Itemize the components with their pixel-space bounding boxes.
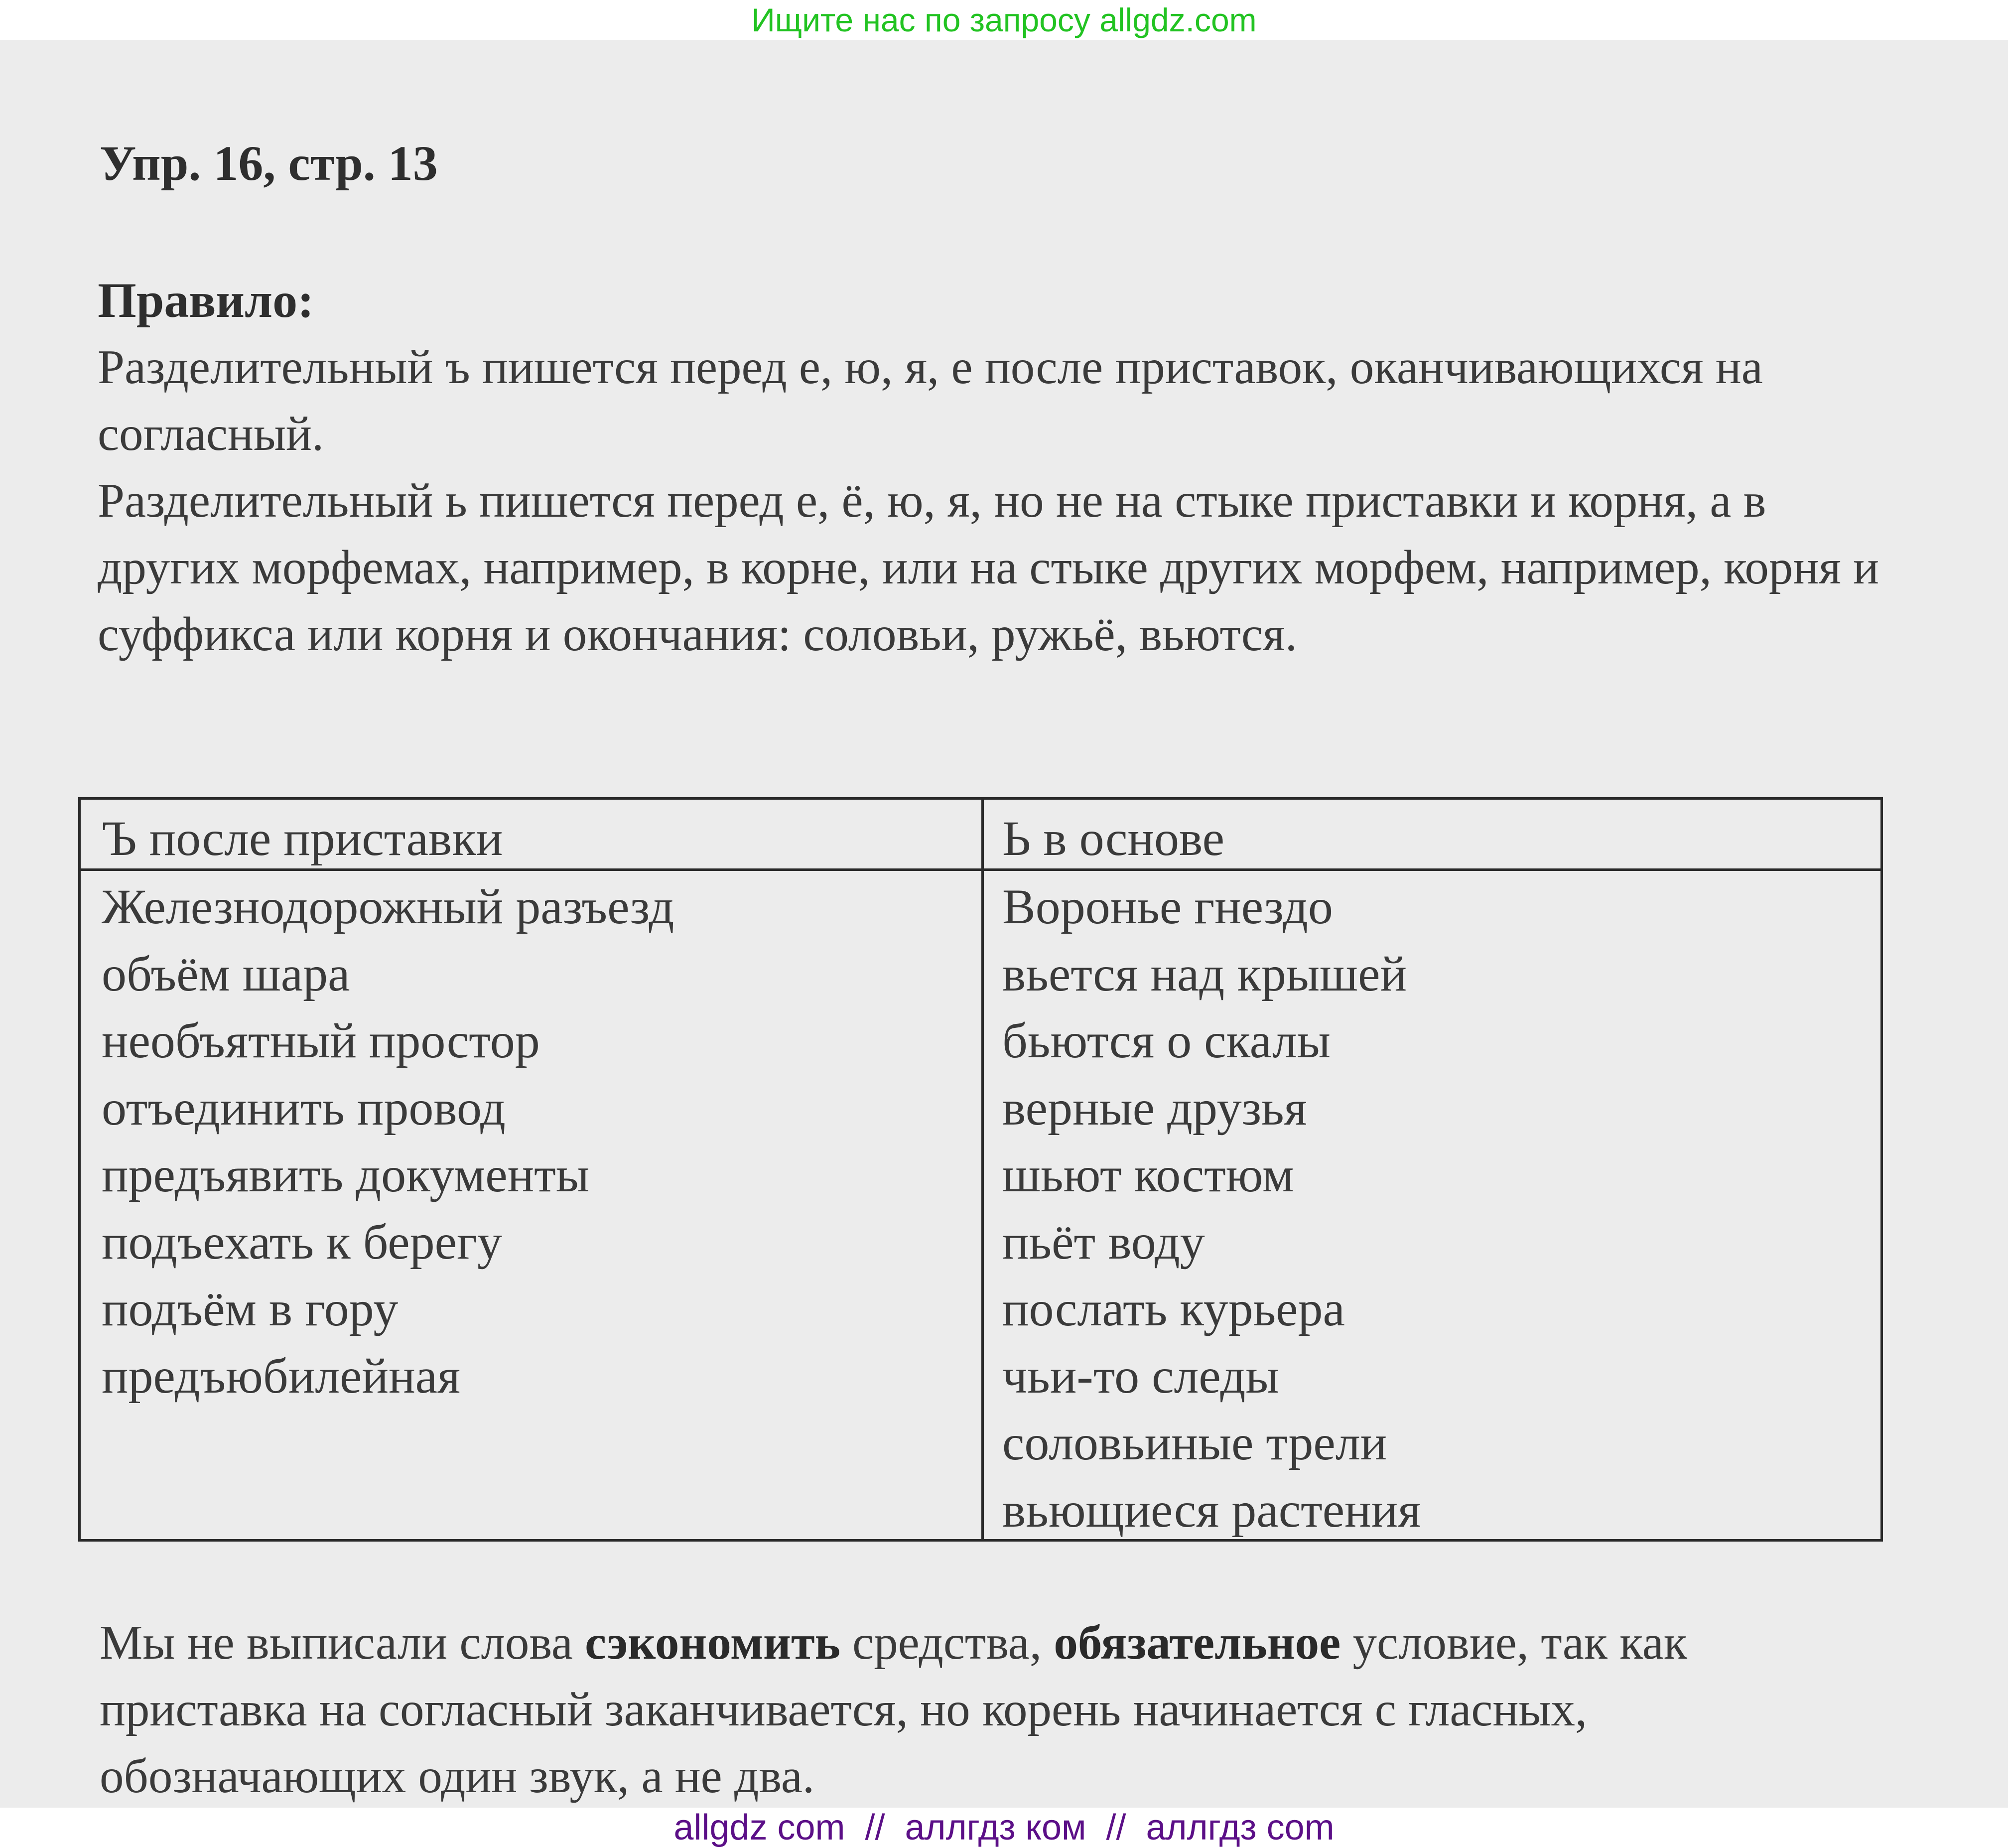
list-item: подъём в гору — [102, 1281, 399, 1336]
rule-text — [98, 334, 1891, 668]
conclusion-text — [100, 1609, 1903, 1810]
list-item: объём шара — [102, 946, 350, 1001]
scanned-page — [0, 40, 2008, 1808]
list-item: предъявить документы — [102, 1147, 590, 1202]
list-item: соловьиные трели — [1002, 1415, 1387, 1470]
list-item: вьющиеся растения — [1002, 1482, 1421, 1538]
header-divider — [81, 868, 1880, 871]
rule-heading: Правило: — [98, 273, 314, 328]
list-item: бьются о скалы — [1002, 1013, 1331, 1068]
list-item: шьют костюм — [1002, 1147, 1294, 1202]
conclusion-part-1: Мы не выписали слова — [100, 1616, 585, 1669]
header-hard-sign: Ъ после приставки — [102, 811, 503, 866]
list-item: Воронье гнездо — [1002, 879, 1333, 934]
list-item: необъятный простор — [102, 1013, 540, 1068]
highlight-word-2: обязательное — [1054, 1616, 1341, 1669]
list-item: предъюбилейная — [102, 1348, 460, 1404]
list-item: верные друзья — [1002, 1080, 1307, 1136]
hard-sign-list — [102, 873, 674, 1410]
list-item: пьёт воду — [1002, 1214, 1205, 1270]
examples-table — [78, 797, 1883, 1542]
soft-sign-list — [1002, 873, 1421, 1544]
column-divider — [981, 800, 984, 1539]
list-item: подъехать к берегу — [102, 1214, 503, 1270]
conclusion-part-2: средства, — [840, 1616, 1054, 1669]
list-item: отъединить провод — [102, 1080, 506, 1136]
rule-paragraph-1: Разделительный ъ пишется перед е, ю, я, е после приставок, оканчивающихся на согласный. — [98, 340, 1763, 460]
conclusion-part-3: условие, так как приставка на согласный заканчивается, но корень начинается с гласных, обозначающих один звук, а не два. — [100, 1616, 1688, 1803]
bottom-banner: allgdz com // аллгдз ком // аллгдз com — [0, 1808, 2008, 1848]
header-soft-sign: Ь в основе — [1002, 811, 1225, 866]
top-banner: Ищите нас по запросу allgdz.com — [0, 0, 2008, 40]
exercise-title: Упр. 16, стр. 13 — [100, 136, 438, 191]
rule-paragraph-2: Разделительный ь пишется перед е, ё, ю, я, но не на стыке приставки и корня, а в других морфемах, например, в корне, или на стыке других морфем, например, корня и суффикса или корня и окончания: соловьи, ружьё, вьются. — [98, 474, 1879, 661]
list-item: послать курьера — [1002, 1281, 1345, 1336]
list-item: чьи-то следы — [1002, 1348, 1279, 1404]
highlight-word-1: сэкономить — [585, 1616, 840, 1669]
list-item: Железнодорожный разъезд — [102, 879, 674, 934]
list-item: вьется над крышей — [1002, 946, 1407, 1001]
